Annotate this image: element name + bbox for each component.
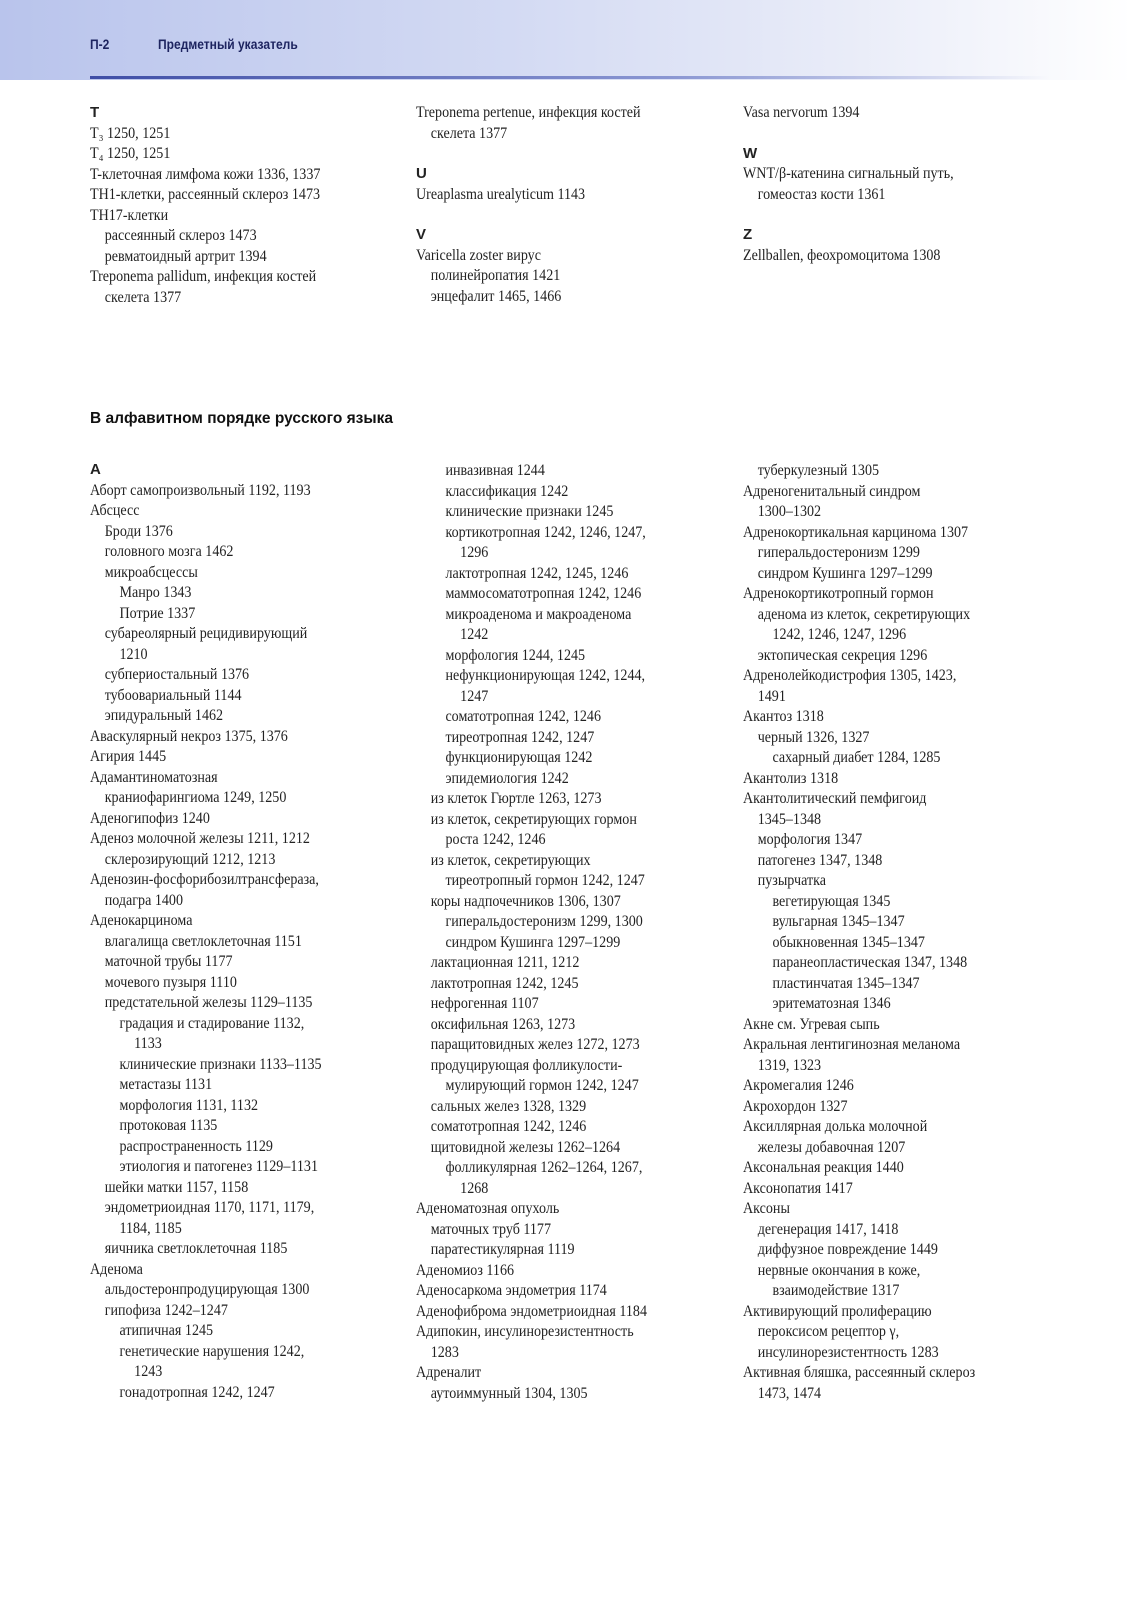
index-subentry: влагалища светлоклеточная 1151	[104, 932, 302, 950]
index-entry: WNT/β-катенина сигнальный путь,	[743, 165, 954, 182]
index-subentry: головного мозга 1462	[104, 543, 234, 560]
index-subentry: краниофарингиома 1249, 1250	[104, 789, 287, 806]
index-subentry: эпидуральный 1462	[104, 707, 224, 724]
index-entry: Аваскулярный некроз 1375, 1376	[90, 727, 288, 745]
index-subentry: тиреотропный гормон 1242, 1247	[445, 872, 645, 889]
index-entry: T-клеточная лимфома кожи 1336, 1337	[90, 165, 321, 183]
index-subentry: энцефалит 1465, 1466	[430, 287, 562, 305]
index-subentry: 1243	[134, 1363, 163, 1380]
index-entry: Акрохордон 1327	[743, 1097, 848, 1115]
index-subentry: микроаденома и макроаденома	[445, 605, 632, 623]
index-subentry: скелета 1377	[104, 288, 182, 306]
index-subentry: лактотропная 1242, 1245	[430, 974, 579, 992]
index-entry: Адипокин, инсулинорезистентность	[416, 1323, 634, 1340]
index-subentry: мулирующий гормон 1242, 1247	[445, 1077, 639, 1094]
index-subentry: сахарный диабет 1284, 1285	[772, 749, 941, 766]
index-subentry: коры надпочечников 1306, 1307	[430, 892, 621, 910]
latin-column-1	[90, 103, 405, 308]
index-entry: Адренокортикотропный гормон	[743, 585, 934, 602]
index-subentry: диффузное повреждение 1449	[757, 1241, 938, 1258]
index-subentry: эндометриоидная 1170, 1171, 1179,	[104, 1199, 315, 1216]
index-subentry: эритематозная 1346	[772, 995, 891, 1012]
index-entry: Vasa nervorum 1394	[743, 104, 860, 121]
spacer	[743, 205, 1058, 225]
index-subentry: градация и стадирование 1132,	[119, 1014, 305, 1032]
index-subentry: тиреотропная 1242, 1247	[445, 728, 595, 746]
index-subentry: тубоовариальный 1144	[104, 686, 242, 704]
index-subentry: синдром Кушинга 1297–1299	[445, 933, 621, 951]
index-subentry: маточных труб 1177	[430, 1220, 551, 1238]
index-entry: Аденофиброма эндометриоидная 1184	[416, 1302, 647, 1320]
index-subentry: 1319, 1323	[757, 1056, 822, 1074]
index-subentry: 1283	[430, 1343, 459, 1361]
index-subentry: эпидемиология 1242	[445, 769, 569, 787]
index-subentry: кортикотропная 1242, 1246, 1247,	[445, 523, 646, 541]
index-subentry: из клеток Гюртле 1263, 1273	[430, 790, 602, 807]
index-subentry: туберкулезный 1305	[757, 462, 880, 479]
index-entry: Акантолитический пемфигоид	[743, 790, 927, 807]
index-subentry: нефрогенная 1107	[430, 995, 539, 1012]
index-entry: Аденокарцинома	[90, 912, 193, 929]
index-subentry: взаимодействие 1317	[772, 1282, 900, 1299]
index-entry: Аденома	[90, 1260, 143, 1278]
index-subentry: гиперальдостеронизм 1299	[757, 544, 920, 561]
index-subentry: аденома из клеток, секретирующих	[757, 605, 971, 623]
index-subentry: Потрие 1337	[119, 604, 196, 622]
index-subentry: дегенерация 1417, 1418	[757, 1220, 899, 1238]
index-subentry: шейки матки 1157, 1158	[104, 1178, 249, 1196]
index-subentry: мочевого пузыря 1110	[104, 973, 237, 991]
index-subentry: морфология 1347	[757, 831, 863, 848]
index-subentry: продуцирующая фолликулости-	[430, 1056, 623, 1074]
index-subentry: протоковая 1135	[119, 1117, 218, 1134]
index-subentry: нефункционирующая 1242, 1244,	[445, 667, 646, 684]
index-subentry: атипичная 1245	[119, 1322, 214, 1339]
index-entry: Активная бляшка, рассеянный склероз	[743, 1364, 976, 1381]
index-subentry: патогенез 1347, 1348	[757, 851, 883, 869]
index-entry: Агирия 1445	[90, 748, 167, 765]
index-subentry: гонадотропная 1242, 1247	[119, 1383, 275, 1401]
index-entry: Treponema pertenue, инфекция костей	[416, 104, 641, 121]
index-subentry: альдостеронпродуцирующая 1300	[104, 1281, 310, 1298]
index-subentry: маммосоматотропная 1242, 1246	[445, 585, 642, 602]
index-subentry: пластинчатая 1345–1347	[772, 974, 920, 992]
index-subentry: 1247	[460, 687, 489, 705]
index-entry: Zellballen, феохромоцитома 1308	[743, 246, 941, 264]
latin-column-2	[416, 103, 731, 307]
index-subentry: черный 1326, 1327	[757, 728, 870, 746]
index-subentry: фолликулярная 1262–1264, 1267,	[445, 1159, 643, 1176]
index-subentry: оксифильная 1263, 1273	[430, 1015, 576, 1033]
index-subentry: 1473, 1474	[757, 1384, 822, 1402]
index-entry: Абсцесс	[90, 502, 140, 519]
spacer	[743, 124, 1058, 144]
index-subentry: 1345–1348	[757, 810, 822, 828]
index-subentry: Броди 1376	[104, 522, 173, 540]
spacer	[416, 144, 731, 164]
index-entry: Акантолиз 1318	[743, 769, 839, 787]
section-letter: U	[416, 165, 427, 182]
index-subentry: лактотропная 1242, 1245, 1246	[445, 564, 629, 582]
section-letter: А	[90, 461, 101, 478]
index-subentry: вульгарная 1345–1347	[772, 913, 905, 930]
index-subentry: вегетирующая 1345	[772, 892, 891, 910]
index-subentry: лактационная 1211, 1212	[430, 954, 580, 971]
index-subentry: классификация 1242	[445, 482, 569, 500]
index-subentry: рассеянный склероз 1473	[104, 227, 257, 244]
index-subentry: скелета 1377	[430, 124, 508, 142]
index-subentry: роста 1242, 1246	[445, 831, 546, 848]
index-entry: Аксоны	[743, 1200, 790, 1217]
index-subentry: яичника светлоклеточная 1185	[104, 1240, 288, 1257]
index-subentry: морфология 1131, 1132	[119, 1096, 259, 1114]
index-entry: Аденоз молочной железы 1211, 1212	[90, 830, 310, 847]
index-entry: T₃ 1250, 1251	[90, 124, 171, 142]
index-subentry: паратестикулярная 1119	[430, 1241, 575, 1258]
index-entry: Адренокортикальная карцинома 1307	[743, 523, 969, 541]
index-subentry: инвазивная 1244	[445, 462, 545, 479]
index-entry: Аксиллярная долька молочной	[743, 1118, 928, 1135]
index-entry: Аденосаркома эндометрия 1174	[416, 1282, 607, 1299]
russian-column-1	[90, 460, 405, 1403]
index-subentry: этиология и патогенез 1129–1131	[119, 1158, 318, 1175]
index-entry: TH1-клетки, рассеянный склероз 1473	[90, 186, 321, 203]
index-subentry: щитовидной железы 1262–1264	[430, 1138, 621, 1156]
index-subentry: склерозирующий 1212, 1213	[104, 850, 276, 868]
page-number: П-2	[90, 36, 110, 52]
index-subentry: паранеопластическая 1347, 1348	[772, 954, 968, 971]
index-subentry: аутоиммунный 1304, 1305	[430, 1384, 588, 1402]
index-subentry: генетические нарушения 1242,	[119, 1342, 305, 1360]
running-title: Предметный указатель	[158, 36, 298, 52]
section-letter: V	[416, 226, 427, 243]
index-subentry: Манро 1343	[119, 584, 192, 601]
section-letter: W	[743, 144, 758, 162]
russian-column-3	[743, 461, 1058, 1404]
index-subentry: эктопическая секреция 1296	[757, 646, 928, 664]
russian-column-2	[416, 461, 731, 1404]
index-entry: T₄ 1250, 1251	[90, 145, 171, 162]
index-entry: TH17-клетки	[90, 206, 169, 224]
header-rule	[90, 76, 1050, 79]
index-entry: Адреналит	[416, 1364, 482, 1381]
index-entry: Адренолейкодистрофия 1305, 1423,	[743, 667, 957, 684]
index-subentry: инсулинорезистентность 1283	[757, 1343, 939, 1361]
index-subentry: из клеток, секретирующих	[430, 851, 591, 869]
index-subentry: функционирующая 1242	[445, 749, 593, 766]
index-subentry: соматотропная 1242, 1246	[445, 708, 601, 725]
index-entry: Адреногенитальный синдром	[743, 482, 921, 500]
index-entry: Акне см. Угревая сыпь	[743, 1015, 880, 1033]
index-subentry: гиперальдостеронизм 1299, 1300	[445, 913, 643, 930]
index-subentry: полинейропатия 1421	[430, 267, 561, 284]
index-subentry: клинические признаки 1133–1135	[119, 1055, 322, 1073]
index-entry: Аденомиоз 1166	[416, 1261, 515, 1279]
index-subentry: подагра 1400	[104, 891, 184, 909]
index-subentry: 1210	[119, 645, 148, 663]
index-subentry: паращитовидных желез 1272, 1273	[430, 1036, 640, 1053]
index-subentry: распространенность 1129	[119, 1137, 273, 1155]
index-subentry: клинические признаки 1245	[445, 503, 614, 520]
index-subentry: 1300–1302	[757, 503, 822, 520]
index-entry: Аденозин-фосфорибозилтрансфераза,	[90, 871, 319, 888]
index-subentry: субареолярный рецидивирующий	[104, 625, 308, 642]
index-subentry: пузырчатка	[757, 872, 826, 889]
index-subentry: метастазы 1131	[119, 1076, 213, 1093]
index-entry: Акральная лентигинозная меланома	[743, 1036, 961, 1053]
index-entry: Varicella zoster вирус	[416, 246, 541, 264]
index-entry: Аденоматозная опухоль	[416, 1200, 560, 1217]
index-subentry: микроабсцессы	[104, 563, 198, 581]
index-subentry: пероксисом рецептор γ,	[757, 1323, 900, 1340]
index-subentry: из клеток, секретирующих гормон	[430, 810, 637, 828]
index-subentry: ревматоидный артрит 1394	[104, 247, 267, 265]
index-subentry: обыкновенная 1345–1347	[772, 933, 925, 951]
section-letter: T	[90, 104, 100, 121]
index-entry: Ureaplasma urealyticum 1143	[416, 185, 586, 203]
index-subentry: нервные окончания в коже,	[757, 1261, 921, 1279]
index-subentry: маточной трубы 1177	[104, 953, 233, 970]
index-subentry: 1491	[757, 687, 786, 705]
index-entry: Аденогипофиз 1240	[90, 809, 210, 827]
index-subentry: 1184, 1185	[119, 1219, 182, 1237]
index-entry: Акантоз 1318	[743, 708, 824, 725]
section-heading: В алфавитном порядке русского языка	[90, 410, 394, 427]
index-subentry: гомеостаз кости 1361	[757, 185, 886, 203]
index-subentry: 1268	[460, 1179, 489, 1197]
index-subentry: субпериостальный 1376	[104, 666, 250, 683]
latin-column-3	[743, 103, 1058, 266]
index-subentry: 1133	[134, 1035, 162, 1052]
index-entry: Аборт самопроизвольный 1192, 1193	[90, 481, 311, 499]
index-subentry: предстательной железы 1129–1135	[104, 994, 313, 1011]
index-subentry: 1242	[460, 626, 489, 643]
index-entry: Treponema pallidum, инфекция костей	[90, 268, 317, 285]
section-letter: Z	[743, 226, 753, 243]
index-subentry: железы добавочная 1207	[757, 1138, 906, 1156]
index-subentry: соматотропная 1242, 1246	[430, 1118, 587, 1135]
index-subentry: морфология 1244, 1245	[445, 646, 586, 664]
index-subentry: сальных желез 1328, 1329	[430, 1097, 587, 1115]
index-subentry: 1296	[460, 544, 489, 561]
index-subentry: синдром Кушинга 1297–1299	[757, 564, 933, 582]
index-entry: Акромегалия 1246	[743, 1077, 854, 1094]
index-entry: Аксональная реакция 1440	[743, 1159, 904, 1176]
index-entry: Активирующий пролиферацию	[743, 1302, 932, 1320]
index-subentry: гипофиза 1242–1247	[104, 1301, 228, 1319]
index-subentry: 1242, 1246, 1247, 1296	[772, 626, 907, 643]
spacer	[416, 205, 731, 225]
index-entry: Аксонопатия 1417	[743, 1179, 853, 1197]
index-entry: Адамантиноматозная	[90, 768, 218, 786]
